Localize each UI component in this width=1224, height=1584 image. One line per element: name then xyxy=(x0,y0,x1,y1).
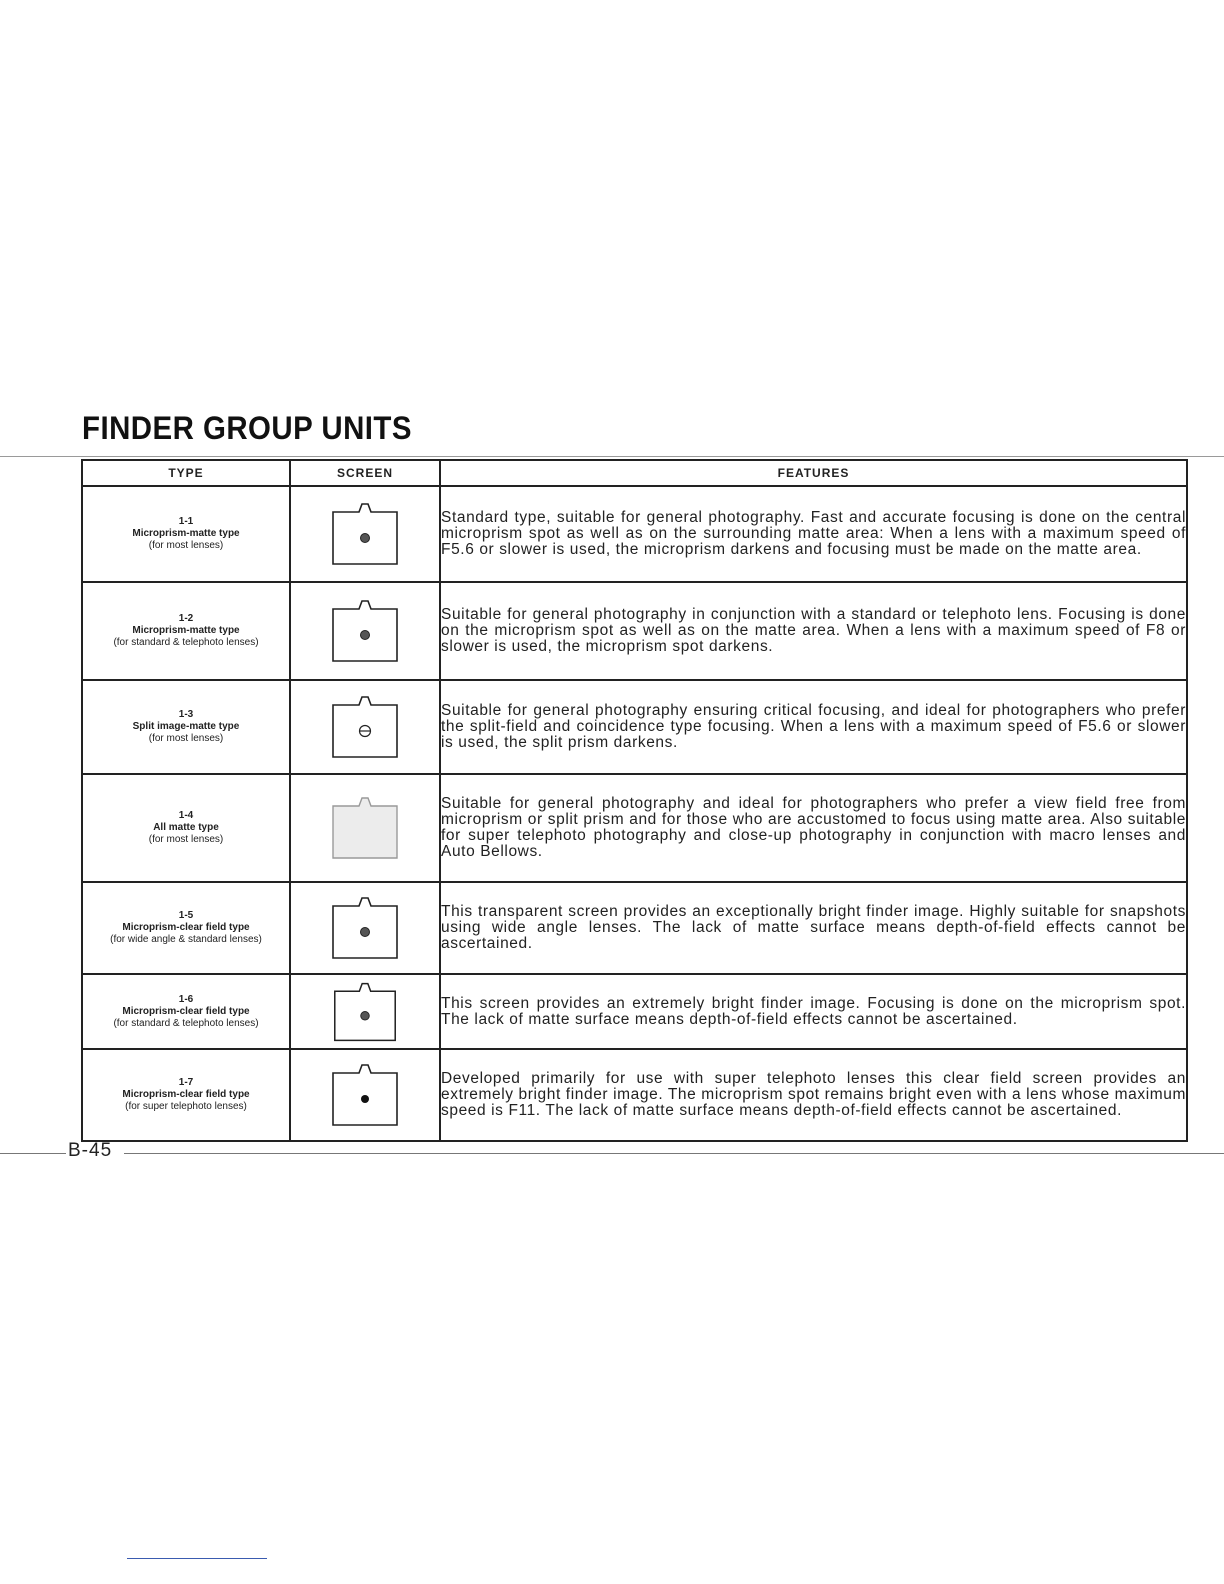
screen-cell xyxy=(290,1049,440,1141)
screen-cell xyxy=(290,974,440,1049)
finder-units-table xyxy=(81,459,1188,1142)
features-text: Suitable for general photography and ideal for photographers who prefer a view field free from microprism or split prism and for those who are accustomed to focus using matte area. Also suitable for super telephoto photography and close-up photography in conjunction with macro lenses and Auto Bellows. xyxy=(440,774,1187,882)
table-row xyxy=(82,882,1187,974)
table-row xyxy=(82,486,1187,582)
type-cell xyxy=(82,680,290,774)
footer-rule-right xyxy=(124,1153,1224,1154)
type-name: Microprism-clear field type xyxy=(122,1005,250,1017)
all-matte-icon xyxy=(325,792,405,864)
page-number: B-45 xyxy=(68,1140,113,1161)
solid-dot-icon xyxy=(325,1059,405,1131)
type-name: Microprism-matte type xyxy=(132,625,240,636)
title-rule xyxy=(0,456,1224,457)
type-number: 1-2 xyxy=(178,613,194,624)
table-row xyxy=(82,974,1187,1049)
features-text: This transparent screen provides an exceptionally bright finder image. Highly suitable for snapshots using wide angle lenses. The lack of matte surface means depth-of-field effects cannot be ascertained. xyxy=(440,882,1187,974)
screen-cell xyxy=(290,486,440,582)
table-row xyxy=(82,774,1187,882)
type-note: (for most lenses) xyxy=(148,733,224,744)
type-note: (for wide angle & standard lenses) xyxy=(110,934,262,945)
screen-cell xyxy=(290,582,440,680)
type-cell xyxy=(82,486,290,582)
features-text: This screen provides an extremely bright finder image. Focusing is done on the microprism spot. The lack of matte surface means depth-of-field effects cannot be ascertained. xyxy=(440,974,1187,1049)
type-name: Microprism-matte type xyxy=(132,528,240,539)
type-name: All matte type xyxy=(153,822,219,833)
type-name: Microprism-clear field type xyxy=(122,1089,250,1100)
split-image-circle-icon xyxy=(325,691,405,763)
features-text: Developed primarily for use with super telephoto lenses this clear field screen provides an extremely bright finder image. The microprism spot remains bright even with a lens whose maximum speed is F11. The lack of matte surface means depth-of-field effects cannot be ascertained. xyxy=(440,1049,1187,1141)
table-header-row xyxy=(82,460,1187,486)
type-name: Split image-matte type xyxy=(132,721,240,732)
features-text: Suitable for general photography in conjunction with a standard or telephoto lens. Focusing is done on the microprism spot as well as on the matte area. When a lens with a maximum speed of F8 or slower is used, the microprism spot darkens. xyxy=(440,582,1187,680)
type-name: Microprism-clear field type xyxy=(122,922,250,933)
header-type: TYPE xyxy=(82,460,290,486)
table-row xyxy=(82,582,1187,680)
screen-cell xyxy=(290,680,440,774)
features-text: Suitable for general photography ensuring critical focusing, and ideal for photographers who prefer the split-field and coincidence type focusing. When a lens with a maximum speed of F5.6 or slower is used, the split prism darkens. xyxy=(440,680,1187,774)
type-note: (for most lenses) xyxy=(148,540,224,551)
type-number: 1-1 xyxy=(178,516,194,527)
type-note: (for super telephoto lenses) xyxy=(125,1101,247,1112)
screen-cell xyxy=(290,882,440,974)
type-number: 1-7 xyxy=(178,1077,194,1088)
type-number: 1-4 xyxy=(178,810,194,821)
header-features: FEATURES xyxy=(440,460,1187,486)
microprism-dot-icon xyxy=(325,978,405,1046)
features-text: Standard type, suitable for general photography. Fast and accurate focusing is done on the central microprism spot as well as on the surrounding matte area: When a lens with a maximum speed of F5.6 or slower is used, the microprism darkens and focusing must be made on the matte area. xyxy=(440,486,1187,582)
header-screen: SCREEN xyxy=(290,460,440,486)
microprism-dot-icon xyxy=(325,595,405,667)
type-cell xyxy=(82,882,290,974)
bottom-mark xyxy=(127,1558,267,1559)
screen-cell xyxy=(290,774,440,882)
page-title: FINDER GROUP UNITS xyxy=(82,410,412,446)
table-row xyxy=(82,680,1187,774)
type-number: 1-5 xyxy=(178,910,194,921)
type-cell xyxy=(82,774,290,882)
type-cell xyxy=(82,1049,290,1141)
type-cell xyxy=(82,974,290,1049)
type-note: (for standard & telephoto lenses) xyxy=(113,1017,259,1029)
microprism-dot-icon xyxy=(325,498,405,570)
type-note: (for most lenses) xyxy=(148,834,224,845)
type-number: 1-3 xyxy=(178,709,194,720)
microprism-dot-icon xyxy=(325,892,405,964)
table-row xyxy=(82,1049,1187,1141)
type-note: (for standard & telephoto lenses) xyxy=(113,637,259,648)
type-cell xyxy=(82,582,290,680)
type-number: 1-6 xyxy=(178,993,194,1005)
footer-rule-left xyxy=(0,1153,66,1154)
